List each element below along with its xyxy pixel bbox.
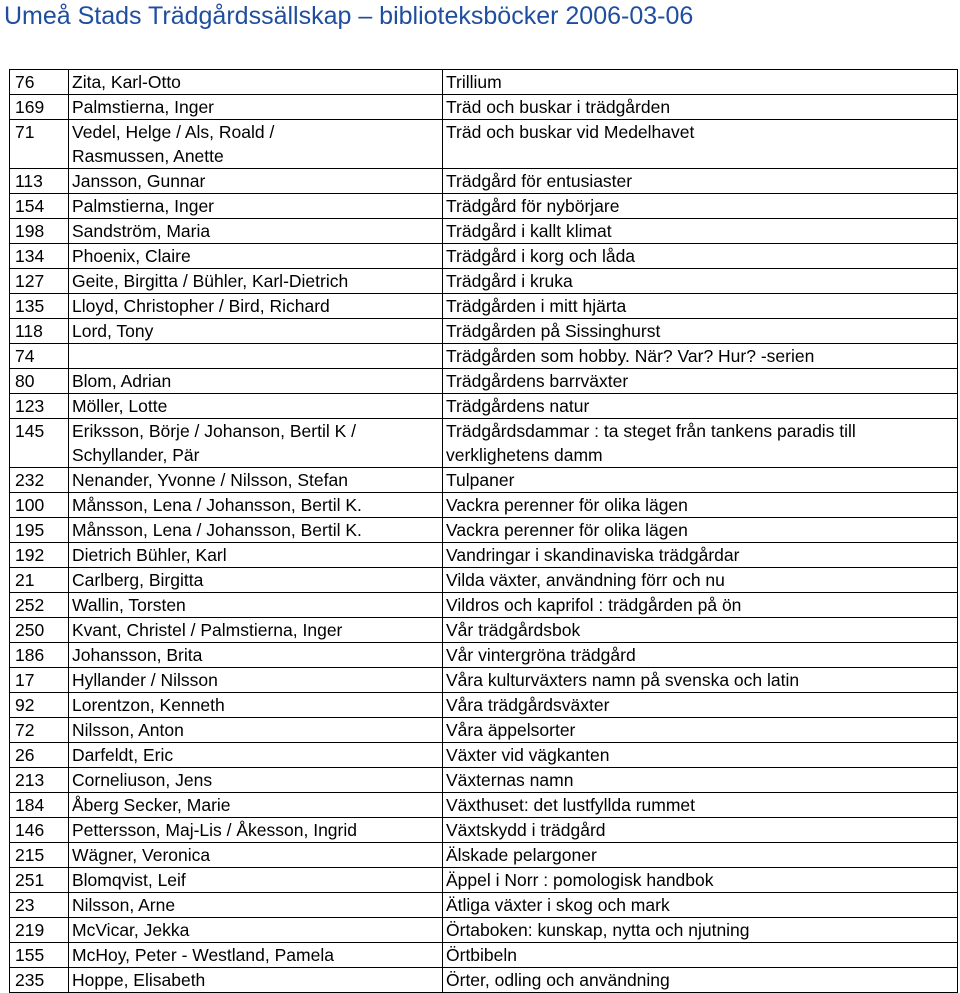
book-author: Hyllander / Nilsson: [69, 668, 443, 693]
book-number: 76: [10, 70, 69, 95]
table-row: [10, 294, 958, 319]
book-number: 17: [10, 668, 69, 693]
book-title: Vackra perenner för olika lägen: [443, 518, 958, 543]
table-row: [10, 693, 958, 718]
book-author: [69, 419, 443, 468]
book-title: Örter, odling och användning: [443, 968, 958, 993]
book-author: Möller, Lotte: [69, 394, 443, 419]
book-author-line: Rasmussen, Anette: [72, 146, 224, 166]
book-number: 219: [10, 918, 69, 943]
book-author: Hoppe, Elisabeth: [69, 968, 443, 993]
table-row: [10, 95, 958, 120]
book-number: 251: [10, 868, 69, 893]
book-number: 71: [10, 120, 69, 169]
book-number: 169: [10, 95, 69, 120]
table-row: [10, 968, 958, 993]
book-author: McVicar, Jekka: [69, 918, 443, 943]
table-row: [10, 543, 958, 568]
book-author: Wägner, Veronica: [69, 843, 443, 868]
book-number: 26: [10, 743, 69, 768]
book-title: Trädgård i kallt klimat: [443, 219, 958, 244]
book-title: Trädgård i kruka: [443, 269, 958, 294]
book-number: 80: [10, 369, 69, 394]
table-row: [10, 493, 958, 518]
book-title: Älskade pelargoner: [443, 843, 958, 868]
book-author: Wallin, Torsten: [69, 593, 443, 618]
book-title: Trädgård för entusiaster: [443, 169, 958, 194]
book-number: 127: [10, 269, 69, 294]
book-title-line: verklighetens damm: [446, 445, 603, 465]
book-title: Trädgården som hobby. När? Var? Hur? -serien: [443, 344, 958, 369]
book-number: 72: [10, 718, 69, 743]
book-title: Vår trädgårdsbok: [443, 618, 958, 643]
book-author: Lorentzon, Kenneth: [69, 693, 443, 718]
book-author-line: Schyllander, Pär: [72, 445, 200, 465]
book-author: Åberg Secker, Marie: [69, 793, 443, 818]
book-number: 135: [10, 294, 69, 319]
book-title: Våra kulturväxters namn på svenska och latin: [443, 668, 958, 693]
table-row: [10, 120, 958, 169]
book-author: Geite, Birgitta / Bühler, Karl-Dietrich: [69, 269, 443, 294]
book-title: Våra trädgårdsväxter: [443, 693, 958, 718]
book-author: Darfeldt, Eric: [69, 743, 443, 768]
book-number: 146: [10, 818, 69, 843]
table-row: [10, 593, 958, 618]
book-number: 100: [10, 493, 69, 518]
book-author: Corneliuson, Jens: [69, 768, 443, 793]
book-author: Månsson, Lena / Johansson, Bertil K.: [69, 493, 443, 518]
book-author: Nenander, Yvonne / Nilsson, Stefan: [69, 468, 443, 493]
book-title: Trädgården i mitt hjärta: [443, 294, 958, 319]
book-number: 184: [10, 793, 69, 818]
book-number: 145: [10, 419, 69, 468]
book-author: Pettersson, Maj-Lis / Åkesson, Ingrid: [69, 818, 443, 843]
book-author: Phoenix, Claire: [69, 244, 443, 269]
table-row: [10, 219, 958, 244]
book-author: Carlberg, Birgitta: [69, 568, 443, 593]
book-number: 250: [10, 618, 69, 643]
book-author: McHoy, Peter - Westland, Pamela: [69, 943, 443, 968]
book-number: 192: [10, 543, 69, 568]
table-row: [10, 344, 958, 369]
book-number: 195: [10, 518, 69, 543]
table-row: [10, 868, 958, 893]
book-title: Växternas namn: [443, 768, 958, 793]
table-row: [10, 918, 958, 943]
book-author: Jansson, Gunnar: [69, 169, 443, 194]
table-row: [10, 568, 958, 593]
book-author: Palmstierna, Inger: [69, 194, 443, 219]
book-title: Trädgården på Sissinghurst: [443, 319, 958, 344]
table-row: [10, 668, 958, 693]
table-row: [10, 319, 958, 344]
book-number: 92: [10, 693, 69, 718]
book-table-body: [10, 70, 958, 993]
table-row: [10, 269, 958, 294]
book-title: Våra äppelsorter: [443, 718, 958, 743]
book-title: Träd och buskar i trädgården: [443, 95, 958, 120]
book-title: Örtbibeln: [443, 943, 958, 968]
book-title: Vildros och kaprifol : trädgården på ön: [443, 593, 958, 618]
table-row: [10, 643, 958, 668]
book-table: [9, 69, 958, 993]
book-author-line: Eriksson, Börje / Johanson, Bertil K /: [72, 421, 357, 441]
book-author: Sandström, Maria: [69, 219, 443, 244]
book-title: Örtaboken: kunskap, nytta och njutning: [443, 918, 958, 943]
book-author: [69, 120, 443, 169]
book-number: 186: [10, 643, 69, 668]
book-title: Vilda växter, användning förr och nu: [443, 568, 958, 593]
book-title: Äppel i Norr : pomologisk handbok: [443, 868, 958, 893]
book-title: Växtskydd i trädgård: [443, 818, 958, 843]
book-title: Växter vid vägkanten: [443, 743, 958, 768]
book-number: 213: [10, 768, 69, 793]
book-author: Lord, Tony: [69, 319, 443, 344]
book-title: Trädgård i korg och låda: [443, 244, 958, 269]
table-row: [10, 518, 958, 543]
book-title: Vackra perenner för olika lägen: [443, 493, 958, 518]
book-number: 198: [10, 219, 69, 244]
table-row: [10, 194, 958, 219]
table-row: [10, 743, 958, 768]
book-title: Trädgårdens natur: [443, 394, 958, 419]
book-title: [443, 419, 958, 468]
book-number: 155: [10, 943, 69, 968]
book-author: Zita, Karl-Otto: [69, 70, 443, 95]
table-row: [10, 244, 958, 269]
book-number: 252: [10, 593, 69, 618]
book-author: Blomqvist, Leif: [69, 868, 443, 893]
book-title-line: Trädgårdsdammar : ta steget från tankens paradis till: [446, 421, 856, 441]
book-number: 21: [10, 568, 69, 593]
table-row: [10, 843, 958, 868]
table-row: [10, 793, 958, 818]
book-title: Vår vintergröna trädgård: [443, 643, 958, 668]
table-row: [10, 768, 958, 793]
book-title: Växthuset: det lustfyllda rummet: [443, 793, 958, 818]
table-row: [10, 468, 958, 493]
book-author: Lloyd, Christopher / Bird, Richard: [69, 294, 443, 319]
table-row: [10, 70, 958, 95]
table-row: [10, 419, 958, 468]
table-row: [10, 169, 958, 194]
book-title: Trädgård för nybörjare: [443, 194, 958, 219]
book-number: 123: [10, 394, 69, 419]
book-number: 154: [10, 194, 69, 219]
table-row: [10, 718, 958, 743]
book-author: Dietrich Bühler, Karl: [69, 543, 443, 568]
book-number: 134: [10, 244, 69, 269]
book-author: Johansson, Brita: [69, 643, 443, 668]
book-title: Tulpaner: [443, 468, 958, 493]
page-title: Umeå Stads Trädgårdssällskap – biblioteksböcker 2006-03-06: [4, 2, 694, 30]
book-number: 113: [10, 169, 69, 194]
table-row: [10, 943, 958, 968]
book-number: 232: [10, 468, 69, 493]
book-number: 23: [10, 893, 69, 918]
book-author-line: Vedel, Helge / Als, Roald /: [72, 122, 275, 142]
table-row: [10, 818, 958, 843]
book-number: 215: [10, 843, 69, 868]
book-title: Träd och buskar vid Medelhavet: [443, 120, 958, 169]
book-author: [69, 344, 443, 369]
table-row: [10, 369, 958, 394]
book-number: 118: [10, 319, 69, 344]
book-author: Nilsson, Arne: [69, 893, 443, 918]
book-title: Trillium: [443, 70, 958, 95]
book-author: Palmstierna, Inger: [69, 95, 443, 120]
book-number: 235: [10, 968, 69, 993]
book-title: Vandringar i skandinaviska trädgårdar: [443, 543, 958, 568]
book-author: Månsson, Lena / Johansson, Bertil K.: [69, 518, 443, 543]
table-row: [10, 893, 958, 918]
table-row: [10, 618, 958, 643]
book-author: Nilsson, Anton: [69, 718, 443, 743]
book-author: Blom, Adrian: [69, 369, 443, 394]
book-title: Ätliga växter i skog och mark: [443, 893, 958, 918]
table-row: [10, 394, 958, 419]
book-author: Kvant, Christel / Palmstierna, Inger: [69, 618, 443, 643]
book-title: Trädgårdens barrväxter: [443, 369, 958, 394]
book-number: 74: [10, 344, 69, 369]
